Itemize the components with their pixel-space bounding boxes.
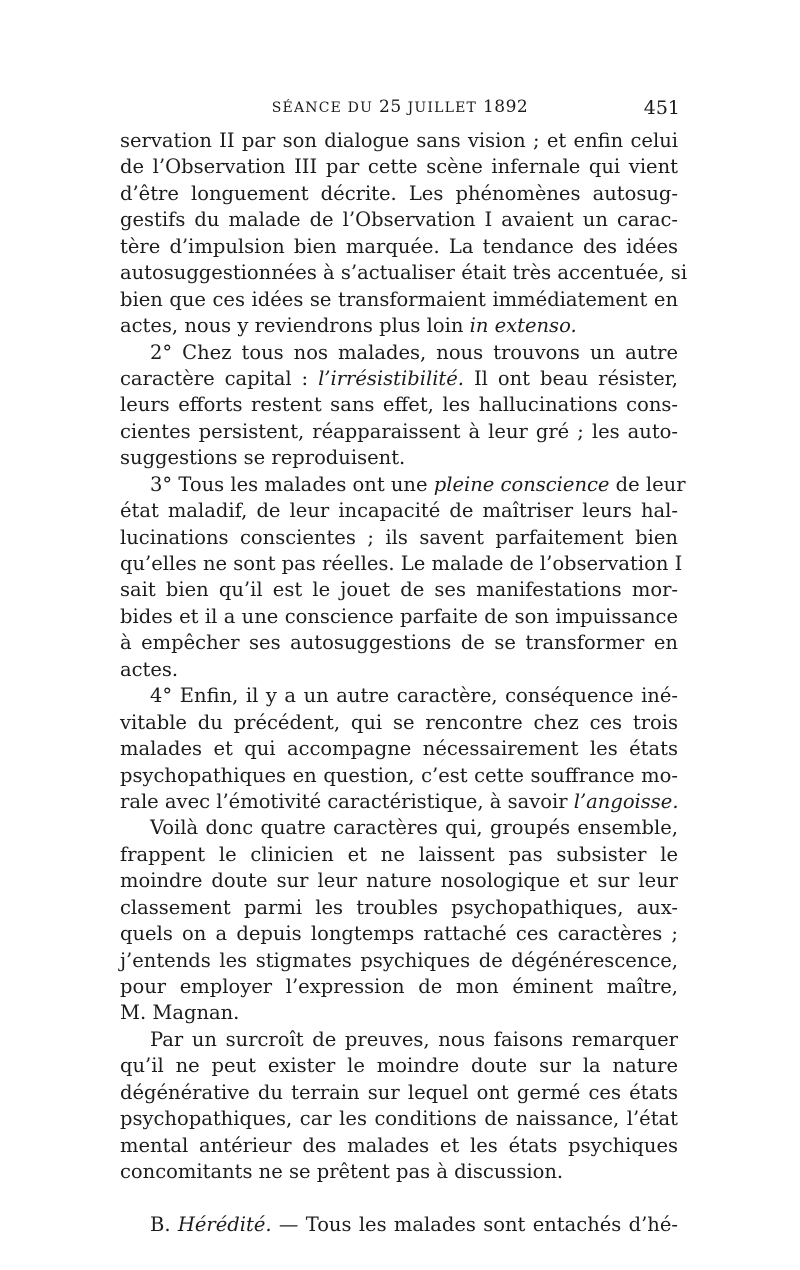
paragraph-start-line: 4° Enfin, il y a un autre caractère, conséquence iné- [150,684,678,708]
page-number: 451 [643,97,680,119]
text-line: dégénérative du terrain sur lequel ont germé ces états [120,1080,678,1104]
text-line: psychopathiques, car les conditions de naissance, l’état [120,1107,678,1131]
text-line: M. Magnan. [120,1001,240,1025]
italic-run: l’angoisse. [573,789,679,813]
paragraph-start-line: Par un surcroît de preuves, nous faisons remarquer [150,1027,678,1051]
section-gap [120,1186,678,1212]
text-line: servation II par son dialogue sans vision ; et enfin celui [120,129,678,152]
text-line: suggestions se reproduisent. [120,446,406,470]
running-title-seance: SÉANCE DU [271,100,374,116]
italic-run: l’irrésistibilité. [318,366,465,390]
running-title-day: 25 [379,97,402,117]
section-letter: B. [150,1212,178,1236]
text-line: à empêcher ses autosuggestions de se transformer en [120,631,678,655]
italic-run: pleine conscience [433,472,610,496]
text-line: cientes persistent, réapparaissent à leur gré ; les auto- [120,419,678,443]
text-line: psychopathiques en question, c’est cette souffrance mo- [120,763,678,787]
text-line: vitable du précédent, qui se rencontre chez ces trois [120,710,678,734]
text-line: quels on a depuis longtemps rattaché ces caractères ; [120,922,678,946]
text-line: qu’il ne peut exister le moindre doute sur la nature [120,1054,678,1078]
text-run: caractère capital : [120,366,319,390]
text-run: rale avec l’émotivité caractéristique, à savoir [120,789,574,813]
paragraph-start-line [120,472,686,498]
section-heading-line [120,1212,678,1238]
text-line: actes. [120,657,179,681]
text-line: bien que ces idées se transformaient immédiatement en [120,287,678,311]
text-line: d’être longuement décrite. Les phénomènes autosug- [120,181,678,205]
running-title-month: JUILLET [407,100,478,116]
body-text [120,128,688,1238]
text-line: malades et qui accompagne nécessairement les états [120,737,678,761]
section-title: Hérédité. [177,1212,272,1236]
text-line: leurs efforts restent sans effet, les hallucinations cons- [120,393,678,417]
text-line: autosuggestionnées à s’actualiser était très accentuée, si [120,261,688,285]
paragraph-start-line: Voilà donc quatre caractères qui, groupés ensemble, [150,816,678,840]
text-line: concomitants ne se prêtent pas à discussion. [120,1160,564,1184]
text-line [120,366,678,392]
text-line: tère d’impulsion bien marquée. La tendance des idées [120,234,678,258]
text-line: bides et il a une conscience parfaite de son impuissance [120,604,678,628]
paragraph-start-line: 2° Chez tous nos malades, nous trouvons un autre [150,340,678,364]
text-line: état maladif, de leur incapacité de maîtriser leurs hal- [120,499,678,523]
running-title-year: 1892 [482,97,529,117]
text-run: actes, nous y reviendrons plus loin [120,314,470,338]
text-line: frappent le clinicien et ne laissent pas subsister le [120,842,678,866]
text-run: 3° Tous les malades ont une [150,472,434,496]
text-line: de l’Observation III par cette scène infernale qui vient [120,155,678,179]
text-line: qu’elles ne sont pas réelles. Le malade de l’observation I [120,552,683,575]
text-line: moindre doute sur leur nature nosologique et sur leur [120,869,678,893]
text-run: — Tous les malades sont entachés d’hé- [271,1212,678,1236]
text-line: pour employer l’expression de mon éminent maître, [120,975,678,998]
italic-run: in extenso. [469,314,577,338]
running-head [120,97,680,127]
text-run: de leur [609,472,686,496]
text-line: sait bien qu’il est le jouet de ses manifestations mor- [120,578,678,602]
text-line: classement parmi les troubles psychopathiques, aux- [120,895,678,919]
text-line [120,313,678,339]
text-line [120,789,678,815]
text-line: mental antérieur des malades et les états psychiques [120,1133,678,1157]
text-run: Il ont beau résister, [464,366,678,390]
text-line: gestifs du malade de l’Observation I avaient un carac- [120,208,678,232]
text-line: j’entends les stigmates psychiques de dégénérescence, [120,948,678,972]
text-line: lucinations conscientes ; ils savent parfaitement bien [120,525,678,549]
running-title [120,97,680,117]
